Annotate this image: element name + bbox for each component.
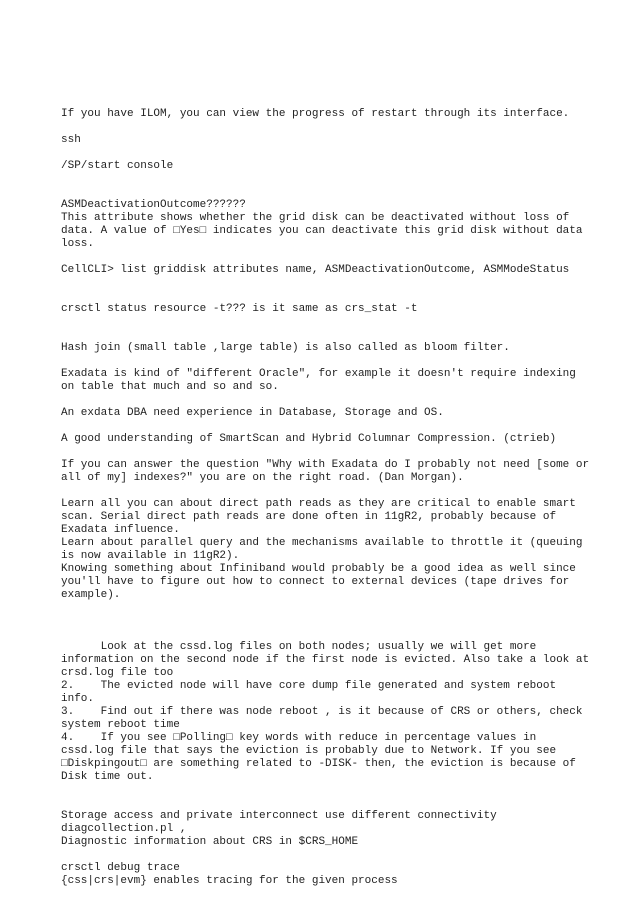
- text-line: This attribute shows whether the grid disk can be deactivated without loss of: [61, 212, 570, 224]
- text-line: data. A value of □Yes□ indicates you can deactivate this grid disk without data: [61, 225, 583, 237]
- text-line: ssh: [61, 134, 81, 146]
- text-line: Exadata influence.: [61, 524, 180, 536]
- text-line: scan. Serial direct path reads are done often in 11gR2, probably because of: [61, 511, 557, 523]
- text-line: crsctl status resource -t??? is it same as crs_stat -t: [61, 303, 418, 315]
- text-line: 2. The evicted node will have core dump file generated and system reboot: [61, 680, 557, 692]
- text-line: [61, 277, 581, 290]
- text-line: [61, 394, 581, 407]
- text-line: [61, 290, 581, 303]
- text-line: [61, 251, 581, 264]
- text-line: 3. Find out if there was node reboot , is it because of CRS or others, check: [61, 706, 583, 718]
- text-line: Learn about parallel query and the mechanisms available to throttle it (queuing: [61, 537, 583, 549]
- text-line: Disk time out.: [61, 771, 154, 783]
- text-line: An exdata DBA need experience in Database, Storage and OS.: [61, 407, 444, 419]
- document-text: [61, 95, 590, 888]
- text-line: Storage access and private interconnect use different connectivity: [61, 810, 497, 822]
- text-line: [61, 173, 581, 186]
- text-line: Diagnostic information about CRS in $CRS_HOME: [61, 836, 359, 848]
- text-line: info.: [61, 693, 95, 705]
- text-line: If you can answer the question "Why with Exadata do I probably not need [some or: [61, 459, 590, 471]
- text-line: [61, 355, 581, 368]
- text-line: A good understanding of SmartScan and Hybrid Columnar Compression. (ctrieb): [61, 433, 557, 445]
- text-line: □Diskpingout□ are something related to -DISK- then, the eviction is because of: [61, 758, 576, 770]
- text-line: [61, 95, 581, 108]
- text-line: example).: [61, 589, 121, 601]
- text-line: [61, 121, 581, 134]
- text-line: [61, 602, 581, 615]
- text-line: ASMDeactivationOutcome??????: [61, 199, 246, 211]
- text-line: on table that much and so and so.: [61, 381, 279, 393]
- text-line: [61, 147, 581, 160]
- text-line: loss.: [61, 238, 95, 250]
- text-line: crsd.log file too: [61, 667, 174, 679]
- text-line: Exadata is kind of "different Oracle", for example it doesn't require indexing: [61, 368, 576, 380]
- text-line: [61, 615, 581, 628]
- text-line: If you have ILOM, you can view the progress of restart through its interface.: [61, 108, 570, 120]
- text-line: information on the second node if the first node is evicted. Also take a look at: [61, 654, 590, 666]
- text-line: [61, 784, 581, 797]
- text-line: [61, 329, 581, 342]
- text-line: cssd.log file that says the eviction is probably due to Network. If you see: [61, 745, 557, 757]
- text-line: Knowing something about Infiniband would probably be a good idea as well since: [61, 563, 576, 575]
- text-line: [61, 186, 581, 199]
- text-line: [61, 316, 581, 329]
- text-line: Hash join (small table ,large table) is also called as bloom filter.: [61, 342, 510, 354]
- text-line: you'll have to figure out how to connect to external devices (tape drives for: [61, 576, 570, 588]
- text-line: [61, 849, 581, 862]
- text-line: is now available in 11gR2).: [61, 550, 240, 562]
- text-line: [61, 446, 581, 459]
- text-line: [61, 420, 581, 433]
- text-line: [61, 485, 581, 498]
- text-line: system reboot time: [61, 719, 180, 731]
- text-line: [61, 628, 581, 641]
- text-line: diagcollection.pl ,: [61, 823, 187, 835]
- text-line: /SP/start console: [61, 160, 174, 172]
- text-line: 4. If you see □Polling□ key words with reduce in percentage values in: [61, 732, 537, 744]
- text-line: crsctl debug trace: [61, 862, 180, 874]
- text-line: CellCLI> list griddisk attributes name, ASMDeactivationOutcome, ASMModeStatus: [61, 264, 570, 276]
- text-line: {css|crs|evm} enables tracing for the given process: [61, 875, 398, 887]
- text-line: [61, 797, 581, 810]
- text-line: all of my] indexes?" you are on the right road. (Dan Morgan).: [61, 472, 464, 484]
- text-line: Look at the cssd.log files on both nodes; usually we will get more: [61, 641, 537, 653]
- text-line: Learn all you can about direct path reads as they are critical to enable smart: [61, 498, 576, 510]
